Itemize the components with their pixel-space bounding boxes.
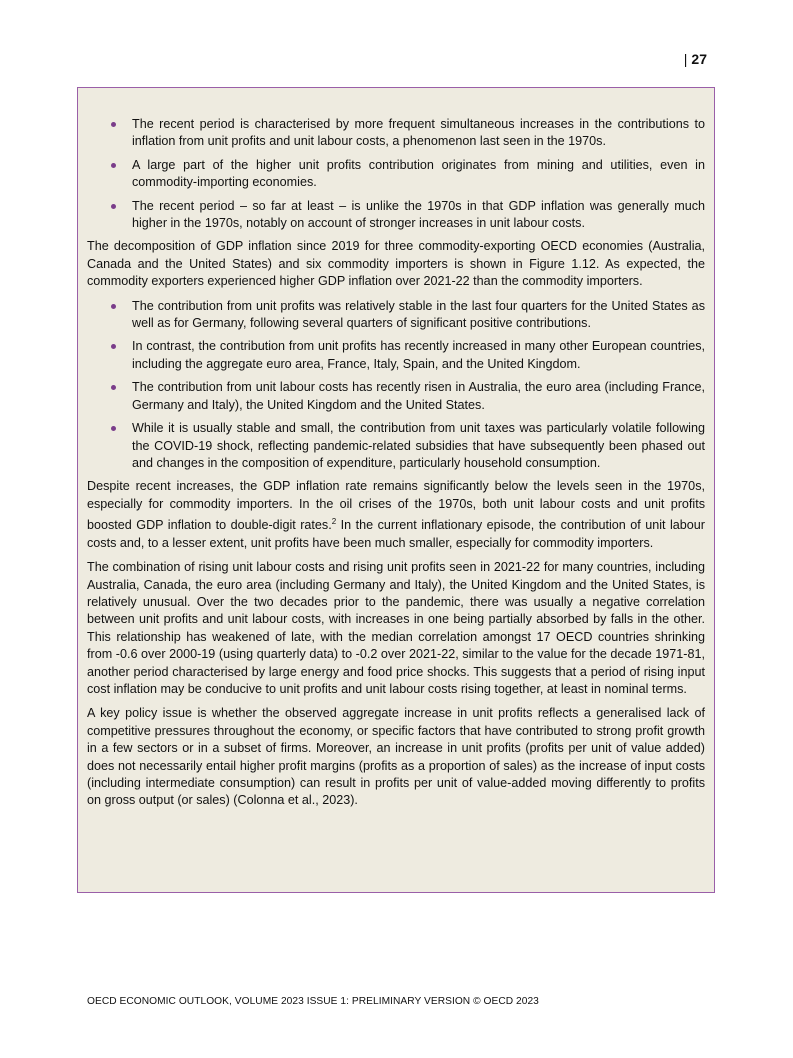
bullet-list-a: [87, 116, 705, 232]
list-item: The contribution from unit labour costs has recently risen in Australia, the euro area (including France, Germany and Italy), the United Kingdom and the United States.: [87, 379, 705, 414]
bullet-icon: [111, 122, 116, 127]
list-item: The recent period is characterised by more frequent simultaneous increases in the contributions to inflation from unit profits and unit labour costs, a phenomenon last seen in the 1970s.: [87, 116, 705, 151]
list-item: The contribution from unit profits was relatively stable in the last four quarters for the United States as well as for Germany, following several quarters of significant positive contributions.: [87, 298, 705, 333]
page-number-value: 27: [691, 51, 707, 67]
bullet-icon: [111, 204, 116, 209]
list-item: The recent period – so far at least – is unlike the 1970s in that GDP inflation was generally much higher in the 1970s, notably on account of stronger increases in unit labour costs.: [87, 198, 705, 233]
list-item: While it is usually stable and small, the contribution from unit taxes was particularly volatile following the COVID-19 shock, reflecting pandemic-related subsidies that have subsequently been phased out and changes in the composition of expenditure, particularly household consumption.: [87, 420, 705, 472]
bullet-icon: [111, 385, 116, 390]
footnote-marker[interactable]: 2: [331, 517, 337, 527]
bullet-icon: [111, 344, 116, 349]
list-item: A large part of the higher unit profits contribution originates from mining and utilities, even in commodity-importing economies.: [87, 157, 705, 192]
bullet-list-b: [87, 298, 705, 473]
paragraph-recent-increases: Despite recent increases, the GDP inflation rate remains significantly below the levels seen in the 1970s, especially for commodity importers. In the oil crises of the 1970s, both unit labour costs and unit profits boosted GDP inflation to double-digit rates.$^2$ In the current inflationary episode, the contribution of unit labour costs and, to a lesser extent, unit profits have been much smaller, especially for commodity importers.: [87, 479, 705, 550]
paragraph-combination: The combination of rising unit labour costs and rising unit profits seen in 2021-22 for many countries, including Australia, Canada, the euro area (including Germany and Italy), the United Kingdom and the United States, is relatively unusual. Over the two decades prior to the pandemic, there was usually a negative correlation between unit profits and unit labour costs, with increases in one being partially absorbed by falls in the other. This relationship has weakened of late, with the median correlation amongst 17 OECD countries shrinking from -0.6 over 2000-19 (using quarterly data) to -0.2 over 2021-22, similar to the value for the decade 1971-81, another period characterised by large energy and food price shocks. This suggests that a period of rising input cost inflation may be conducive to unit profits and unit labour costs rising together, at least in nominal terms.: [87, 560, 705, 696]
bullet-icon: [111, 163, 116, 168]
page-number: | 27: [683, 51, 707, 67]
paragraph-decomposition: The decomposition of GDP inflation since 2019 for three commodity-exporting OECD economies (Australia, Canada and the United States) and six commodity importers is shown in Figure 1.12. As expected, the commodity exporters experienced higher GDP inflation over 2021-22 than the commodity importers.: [87, 239, 705, 289]
bullet-icon: [111, 426, 116, 431]
paragraph-policy-issue: A key policy issue is whether the observed aggregate increase in unit profits reflects a generalised lack of competitive pressures throughout the economy, or specific factors that have contributed to strong profit growth in a few sectors or in a subset of firms. Moreover, an increase in unit profits (profits per unit of value added) does not necessarily entail higher profit margins (profits as a proportion of sales) as the increase of input costs (including intermediate consumption) can result in profits per unit of value-added moving differently to profits on gross output (or sales) (Colonna et al., 2023).: [87, 706, 705, 808]
bullet-icon: [111, 304, 116, 309]
box-content: [77, 87, 715, 893]
list-item: In contrast, the contribution from unit profits has recently increased in many other European countries, including the aggregate euro area, France, Italy, Spain, and the United Kingdom.: [87, 338, 705, 373]
page-footer: OECD ECONOMIC OUTLOOK, VOLUME 2023 ISSUE 1: PRELIMINARY VERSION © OECD 2023: [87, 996, 539, 1007]
